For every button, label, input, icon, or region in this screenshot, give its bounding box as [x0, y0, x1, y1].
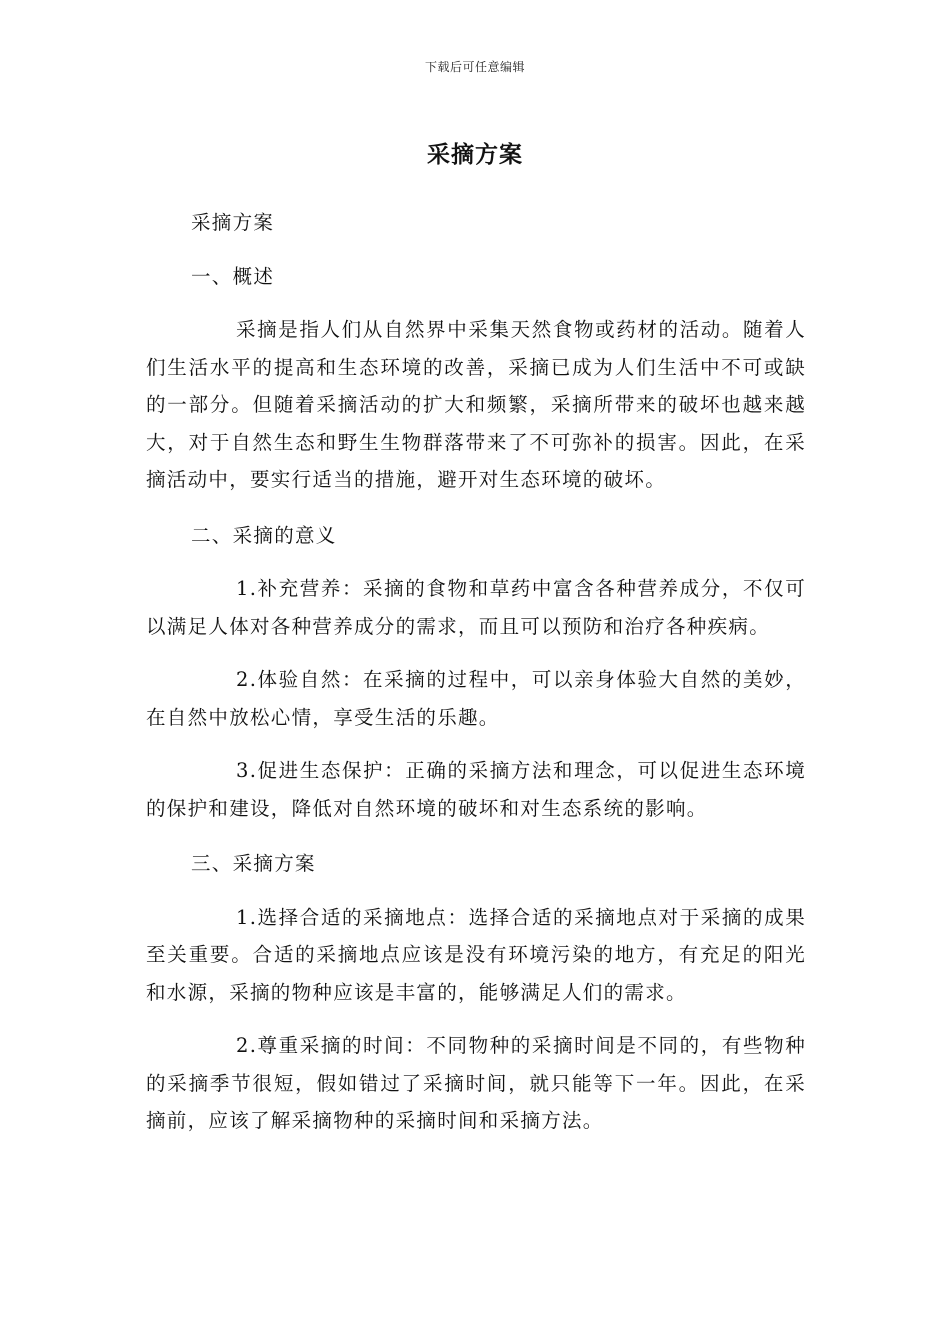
intro-heading: 采摘方案	[191, 211, 275, 234]
section-heading-overview: 一、概述	[191, 264, 275, 288]
plan-item-2: 2.尊重采摘的时间：不同物种的采摘时间是不同的，有些物种的采摘季节很短，假如错过了采摘时间，就只能等下一年。因此，在采摘前，应该了解采摘物种的采摘时间和采摘方法。	[146, 1034, 806, 1132]
plan-item-1: 1.选择合适的采摘地点：选择合适的采摘地点对于采摘的成果至关重要。合适的采摘地点应该是没有环境污染的地方，有充足的阳光和水源，采摘的物种应该是丰富的，能够满足人们的需求。	[146, 905, 806, 1004]
header-note: 下载后可任意编辑	[424, 60, 525, 74]
section-heading-plan: 三、采摘方案	[191, 852, 316, 875]
significance-item-3: 3.促进生态保护：正确的采摘方法和理念，可以促进生态环境的保护和建设，降低对自然环境的破坏和对生态系统的影响。	[146, 759, 806, 820]
document-title: 采摘方案	[427, 142, 523, 168]
document-body	[146, 204, 806, 1140]
significance-item-1: 1.补充营养：采摘的食物和草药中富含各种营养成分，不仅可以满足人体对各种营养成分的需求，而且可以预防和治疗各种疾病。	[146, 577, 806, 638]
significance-item-2: 2.体验自然：在采摘的过程中，可以亲身体验大自然的美妙，在自然中放松心情，享受生活的乐趣。	[146, 668, 806, 729]
overview-paragraph: 采摘是指人们从自然界中采集天然食物或药材的活动。随着人们生活水平的提高和生态环境的改善，采摘已成为人们生活中不可或缺的一部分。但随着采摘活动的扩大和频繁，采摘所带来的破坏也越来越大，对于自然生态和野生生物群落带来了不可弥补的损害。因此，在采摘活动中，要实行适当的措施，避开对生态环境的破坏。	[146, 318, 806, 491]
section-heading-significance: 二、采摘的意义	[191, 523, 337, 547]
